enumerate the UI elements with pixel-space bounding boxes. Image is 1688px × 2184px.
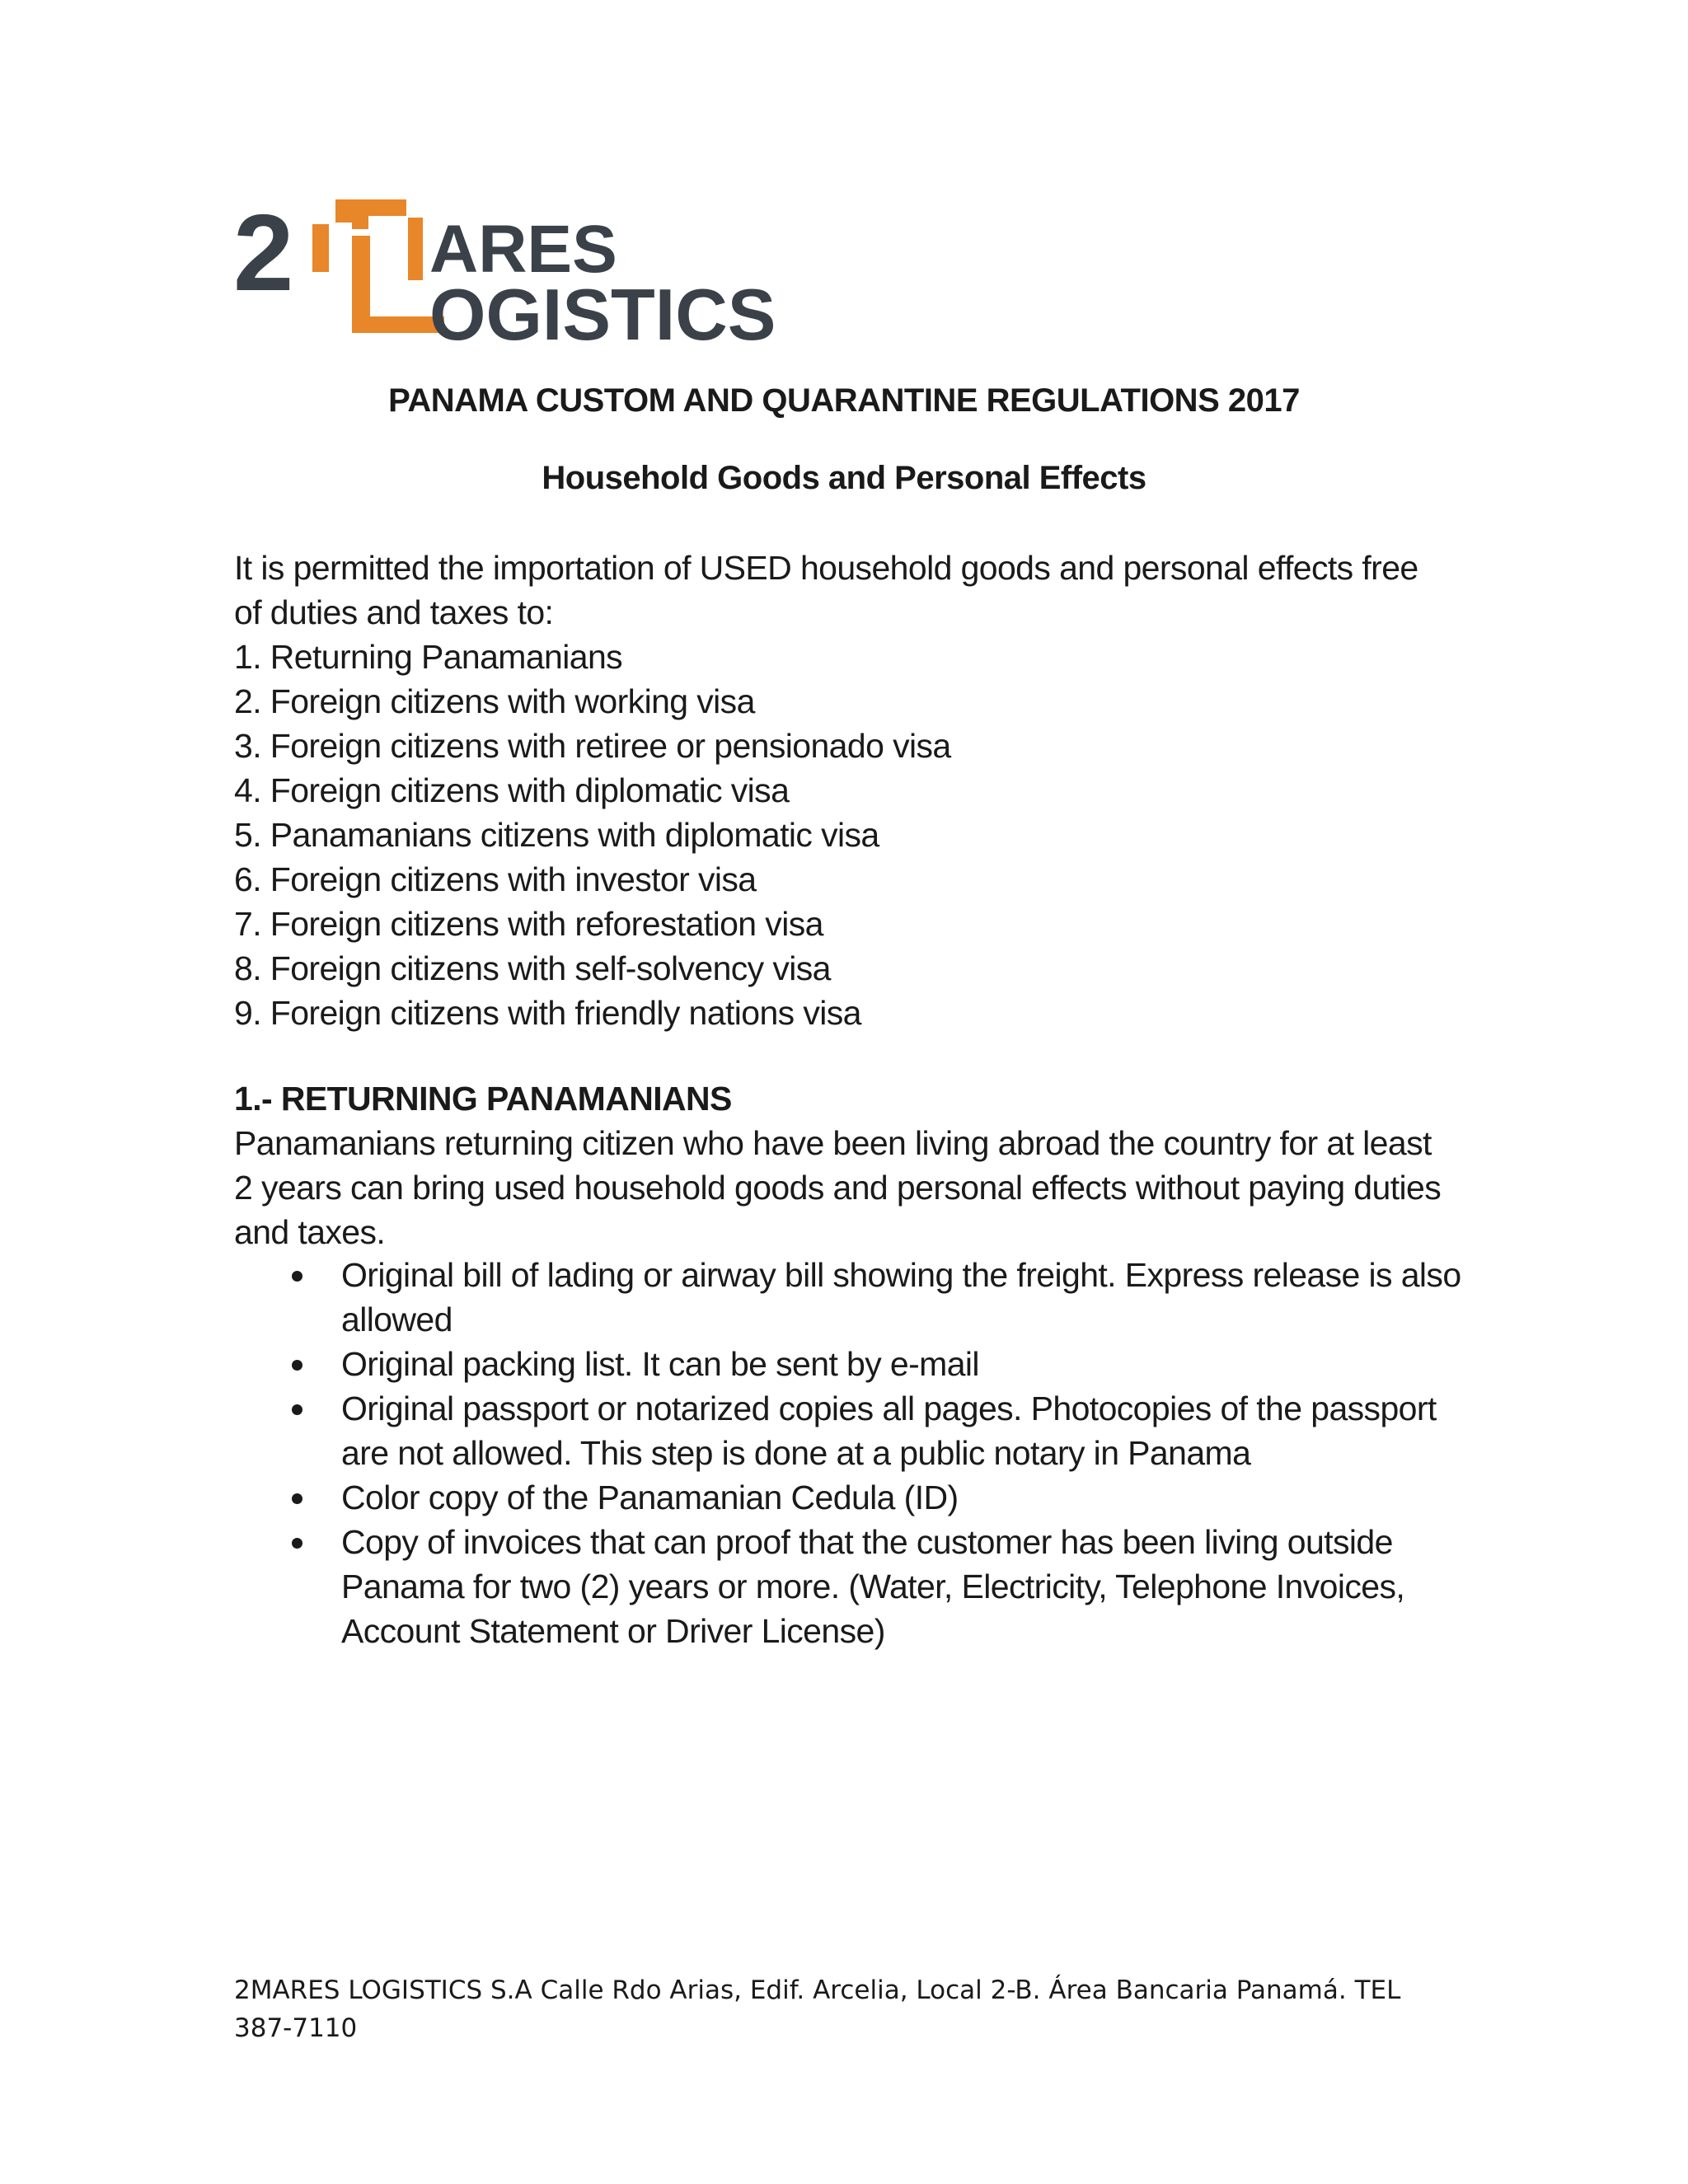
list-item: 8. Foreign citizens with self-solvency visa [234, 949, 831, 987]
bullet-icon [292, 1360, 302, 1371]
list-item-text: Copy of invoices that can proof that the customer has been living outside Panama for two (2) years or more. (Water, Electricity, Telephone Invoices, Account Statement or Driver License) [341, 1523, 1405, 1650]
svg-text:ARES: ARES [429, 212, 617, 287]
intro-section [234, 546, 1454, 1035]
document-title: PANAMA CUSTOM AND QUARANTINE REGULATIONS 2017 [388, 382, 1300, 419]
list-item-text: Color copy of the Panamanian Cedula (ID) [341, 1479, 959, 1516]
requirements-list [341, 1253, 1462, 1653]
svg-text:OGISTICS: OGISTICS [429, 274, 776, 346]
list-item: 3. Foreign citizens with retiree or pensionado visa [234, 727, 951, 765]
company-logo [233, 193, 794, 346]
list-item: 9. Foreign citizens with friendly nations visa [234, 994, 861, 1032]
list-item [341, 1253, 1462, 1342]
list-item: 1. Returning Panamanians [234, 638, 623, 676]
list-item: 5. Panamanians citizens with diplomatic visa [234, 816, 879, 854]
bullet-icon [292, 1404, 302, 1415]
eligibility-list [234, 635, 1454, 1035]
list-item-text: Original bill of lading or airway bill showing the freight. Express release is also allowed [341, 1256, 1461, 1338]
list-item [341, 1475, 1462, 1520]
list-item: 2. Foreign citizens with working visa [234, 682, 755, 720]
list-item-text: Original passport or notarized copies all pages. Photocopies of the passport are not allowed. This step is done at a public notary in Panama [341, 1390, 1437, 1472]
bullet-icon [292, 1493, 302, 1504]
intro-paragraph: It is permitted the importation of USED household goods and personal effects free of duties and taxes to: [234, 549, 1418, 631]
section-heading: 1.- RETURNING PANAMANIANS [234, 1080, 732, 1118]
document-subtitle: Household Goods and Personal Effects [542, 460, 1146, 496]
list-item-text: Original packing list. It can be sent by e-mail [341, 1345, 979, 1383]
list-item [341, 1386, 1462, 1475]
list-item [341, 1520, 1462, 1653]
page-footer: 2MARES LOGISTICS S.A Calle Rdo Arias, Edif. Arcelia, Local 2-B. Área Bancaria Panamá. TEL 387-7110 [234, 1975, 1401, 2043]
list-item: 7. Foreign citizens with reforestation visa [234, 905, 823, 943]
list-item: 6. Foreign citizens with investor visa [234, 860, 757, 898]
section-paragraph: Panamanians returning citizen who have been living abroad the country for at least 2 years can bring used household goods and personal effects without paying duties and taxes. [234, 1124, 1442, 1251]
svg-text:2: 2 [233, 193, 294, 313]
list-item [341, 1342, 1462, 1386]
list-item: 4. Foreign citizens with diplomatic visa [234, 771, 790, 809]
bullet-icon [292, 1538, 302, 1549]
bullet-icon [292, 1271, 302, 1282]
